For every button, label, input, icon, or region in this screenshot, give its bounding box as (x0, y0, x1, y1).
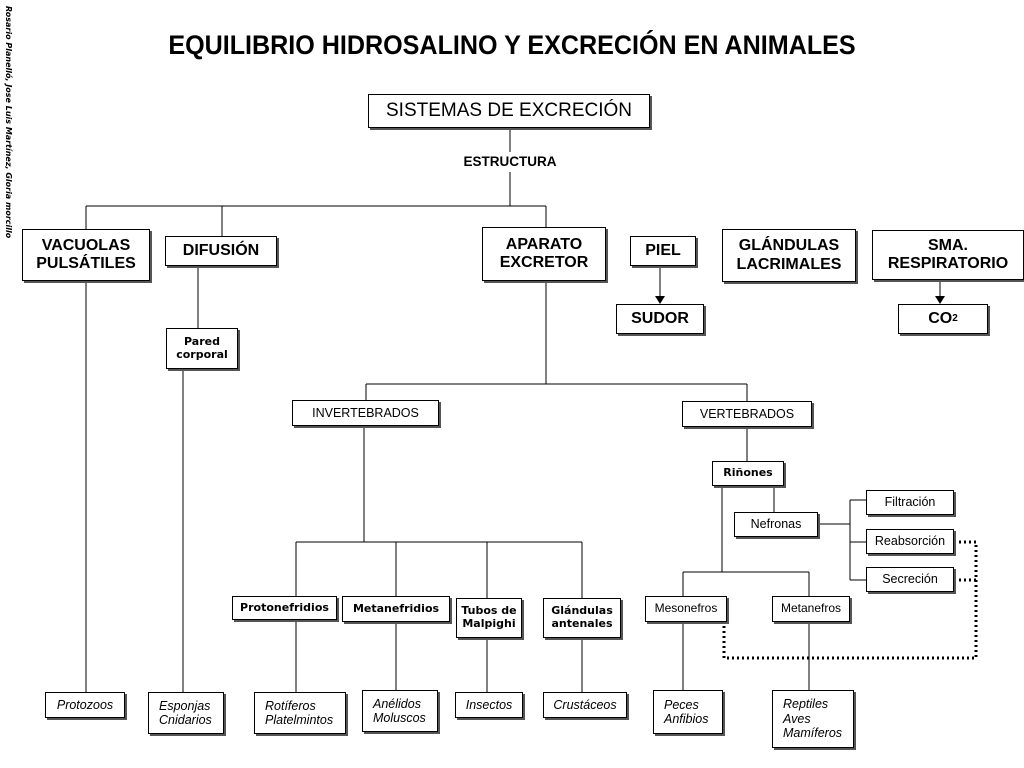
node-tubos-malpighi: Tubos de Malpighi (456, 598, 522, 638)
author-credit: Rosario Planelló, Jose Luis Martínez, Gloria morcillo (4, 6, 13, 239)
leaf-insectos: Insectos (455, 692, 523, 718)
leaf-reptiles-aves-mamiferos: Reptiles Aves Mamíferos (772, 690, 854, 748)
page-title: EQUILIBRIO HIDROSALINO Y EXCRECIÓN EN ANIMALES (168, 30, 856, 60)
leaf-protozoos: Protozoos (45, 692, 125, 718)
node-co2 (898, 304, 988, 334)
co2-subscript: 2 (952, 313, 958, 325)
leaf-rotiferos-platelmintos: Rotíferos Platelmintos (254, 692, 346, 734)
node-sistemas-excrecion: SISTEMAS DE EXCRECIÓN (368, 94, 650, 128)
leaf-peces-anfibios: Peces Anfibios (653, 690, 723, 734)
node-glandulas-antenales: Glándulas antenales (543, 598, 621, 638)
node-difusion: DIFUSIÓN (165, 236, 277, 266)
node-aparato-excretor: APARATO EXCRETOR (482, 227, 606, 281)
node-mesonefros: Mesonefros (645, 596, 727, 622)
node-invertebrados: INVERTEBRADOS (292, 400, 439, 426)
node-sudor: SUDOR (616, 304, 704, 334)
leaf-esponjas-cnidarios: Esponjas Cnidarios (148, 692, 224, 734)
node-pared-corporal: Pared corporal (166, 328, 238, 369)
label-estructura: ESTRUCTURA (463, 154, 557, 169)
node-sma-respiratorio: SMA. RESPIRATORIO (872, 230, 1024, 280)
leaf-anelidos-moluscos: Anélidos Moluscos (362, 690, 438, 732)
node-rinones: Riñones (712, 461, 784, 486)
node-secrecion: Secreción (866, 567, 954, 592)
node-nefronas: Nefronas (734, 512, 818, 537)
node-metanefros: Metanefros (772, 596, 850, 622)
node-vacuolas-pulsatiles: VACUOLAS PULSÁTILES (22, 229, 150, 281)
node-reabsorcion: Reabsorción (866, 529, 954, 554)
node-glandulas-lacrimales: GLÁNDULAS LACRIMALES (722, 229, 856, 282)
node-filtracion: Filtración (866, 490, 954, 515)
node-vertebrados: VERTEBRADOS (682, 401, 812, 427)
co2-text: CO (928, 309, 953, 327)
node-metanefridios: Metanefridios (342, 596, 450, 622)
node-piel: PIEL (630, 236, 696, 266)
node-protonefridios: Protonefridios (232, 596, 337, 620)
leaf-crustaceos: Crustáceos (543, 692, 627, 718)
